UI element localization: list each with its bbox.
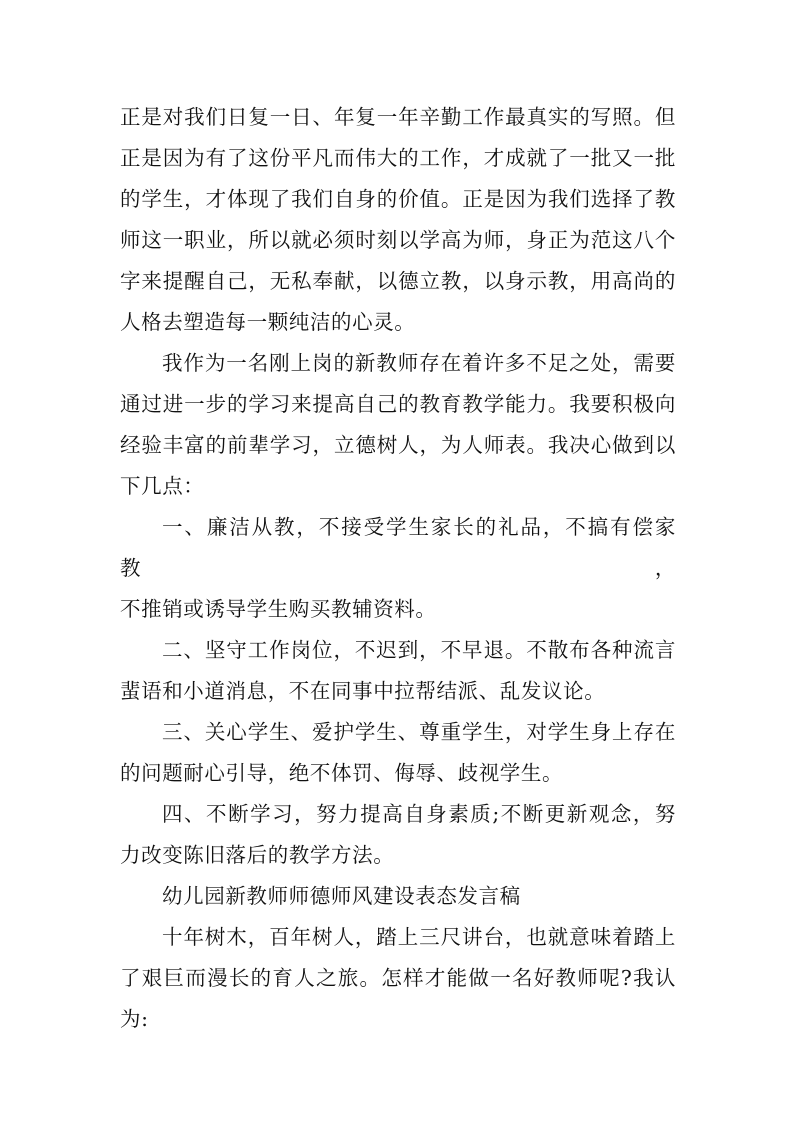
text-line: 力改变陈旧落后的教学方法。 — [120, 843, 395, 867]
text-line: 不推销或诱导学生购买教辅资料。 — [120, 597, 437, 621]
text-line: 幼儿园新教师师德师风建设表态发言稿 — [162, 884, 521, 908]
document-page — [120, 97, 676, 1040]
text-line: 正是对我们日复一日、年复一年辛勤工作最真实的写照。但 — [120, 105, 676, 129]
text-line: 十年树木，百年树人，踏上三尺讲台，也就意味着踏上 — [162, 925, 676, 949]
text-line: 通过进一步的学习来提高自己的教育教学能力。我要积极向 — [120, 392, 676, 416]
paragraph-point-two — [120, 630, 676, 712]
text-line: 了艰巨而漫长的育人之旅。怎样才能做一名好教师呢?我认 — [120, 966, 676, 990]
text-line: 人格去塑造每一颗纯洁的心灵。 — [120, 310, 416, 334]
paragraph-point-one — [120, 507, 676, 630]
paragraph-resolution — [120, 343, 676, 507]
text-line: 的问题耐心引导，绝不体罚、侮辱、歧视学生。 — [120, 761, 564, 785]
text-line: 为: — [120, 1007, 149, 1031]
text-line: 我作为一名刚上岗的新教师存在着许多不足之处，需要 — [162, 351, 676, 375]
text-line: 蜚语和小道消息，不在同事中拉帮结派、乱发议论。 — [120, 679, 606, 703]
paragraph-new-speech — [120, 917, 676, 1040]
text-line: 下几点： — [120, 474, 205, 498]
paragraph-point-three — [120, 712, 676, 794]
text-line: 一、廉洁从教，不接受学生家长的礼品，不搞有偿家教， — [120, 515, 676, 580]
text-line: 二、坚守工作岗位，不迟到，不早退。不散布各种流言 — [162, 638, 676, 662]
text-line: 经验丰富的前辈学习，立德树人，为人师表。我决心做到以 — [120, 433, 676, 457]
paragraph-intro-continuation — [120, 97, 676, 343]
text-line: 师这一职业，所以就必须时刻以学高为师，身正为范这八个 — [120, 228, 676, 252]
text-line: 四、不断学习，努力提高自身素质;不断更新观念，努 — [162, 802, 676, 826]
text-line: 三、关心学生、爱护学生、尊重学生，对学生身上存在 — [162, 720, 676, 744]
text-line: 正是因为有了这份平凡而伟大的工作，才成就了一批又一批 — [120, 146, 676, 170]
section-heading — [120, 876, 676, 917]
text-line: 字来提醒自己，无私奉献，以德立教，以身示教，用高尚的 — [120, 269, 676, 293]
paragraph-point-four — [120, 794, 676, 876]
text-line: 的学生，才体现了我们自身的价值。正是因为我们选择了教 — [120, 187, 676, 211]
